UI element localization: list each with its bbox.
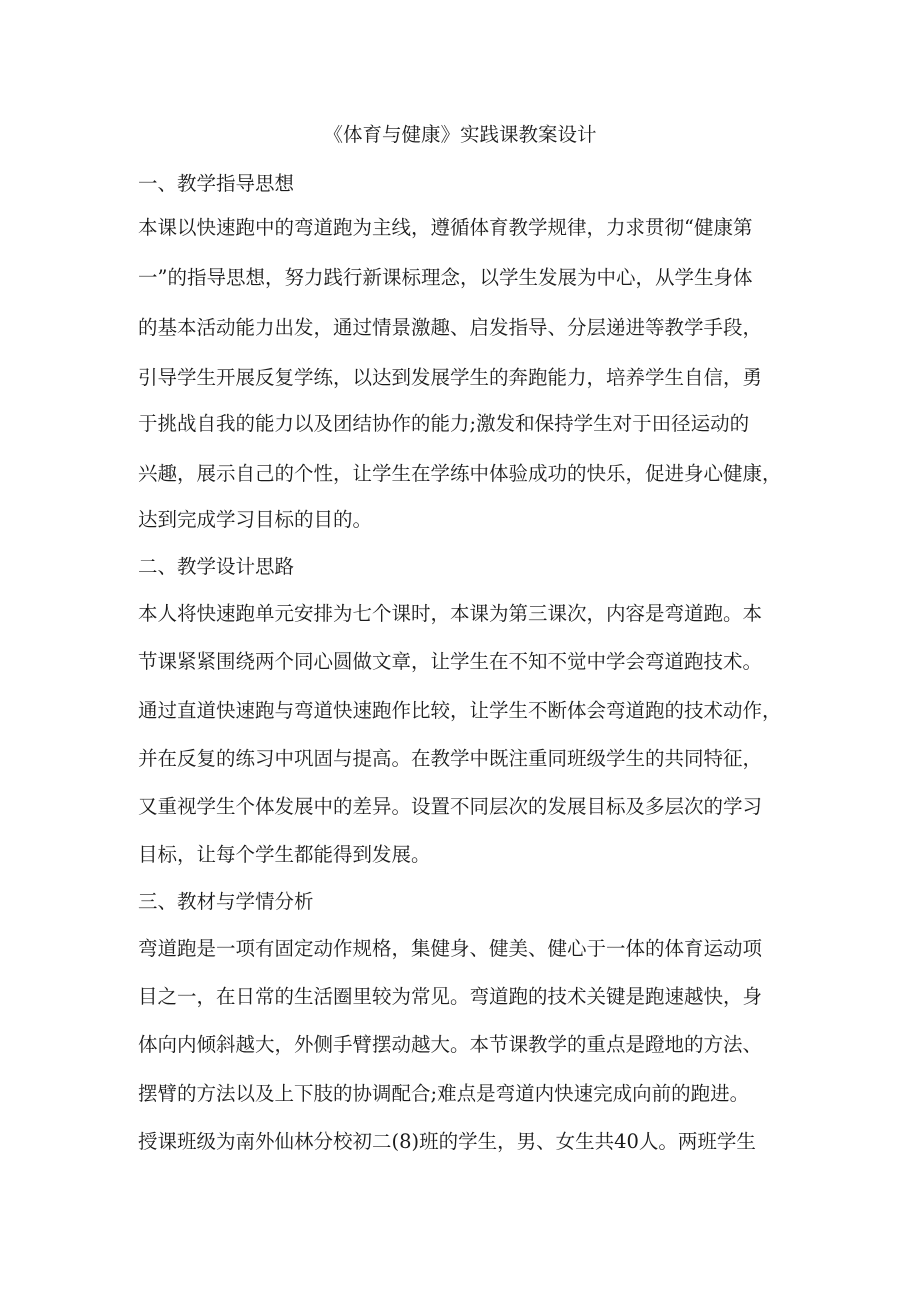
- paragraph-line: 本人将快速跑单元安排为七个课时，本课为第三课次，内容是弯道跑。本: [138, 602, 763, 625]
- paragraph-line: 授课班级为南外仙林分校初二(8)班的学生，男、女生共40人。两班学生: [138, 1130, 756, 1153]
- paragraph-line: 一”的指导思想，努力践行新课标理念，以学生发展为中心，从学生身体: [138, 266, 753, 289]
- section-heading: 二、教学设计思路: [138, 555, 295, 578]
- paragraph-line: 兴趣，展示自己的个性，让学生在学练中体验成功的快乐，促进身心健康，: [138, 462, 782, 485]
- paragraph-line: 目之一，在日常的生活圈里较为常见。弯道跑的技术关键是跑速越快，身: [138, 985, 763, 1008]
- paragraph-line: 又重视学生个体发展中的差异。设置不同层次的发展目标及多层次的学习: [138, 795, 763, 818]
- paragraph-line: 引导学生开展反复学练，以达到发展学生的奔跑能力，培养学生自信，勇: [138, 366, 763, 389]
- section-heading: 一、教学指导思想: [138, 172, 295, 195]
- paragraph-line: 体向内倾斜越大，外侧手臂摆动越大。本节课教学的重点是蹬地的方法、: [138, 1033, 763, 1056]
- document-title: 《体育与健康》实践课教案设计: [323, 123, 597, 146]
- paragraph-line: 于挑战自我的能力以及团结协作的能力;激发和保持学生对于田径运动的: [138, 412, 750, 435]
- paragraph-line: 弯道跑是一项有固定动作规格，集健身、健美、健心于一体的体育运动项: [138, 937, 763, 960]
- paragraph-line: 摆臂的方法以及上下肢的协调配合;难点是弯道内快速完成向前的跑进。: [138, 1082, 750, 1105]
- paragraph-line: 目标，让每个学生都能得到发展。: [138, 843, 431, 866]
- paragraph-line: 并在反复的练习中巩固与提高。在教学中既注重同班级学生的共同特征，: [138, 747, 763, 770]
- paragraph-line: 通过直道快速跑与弯道快速跑作比较，让学生不断体会弯道跑的技术动作，: [138, 699, 782, 722]
- paragraph-line: 达到完成学习目标的目的。: [138, 508, 373, 531]
- section-heading: 三、教材与学情分析: [138, 890, 314, 913]
- paragraph-line: 本课以快速跑中的弯道跑为主线，遵循体育教学规律，力求贯彻“健康第: [138, 216, 753, 239]
- paragraph-line: 的基本活动能力出发，通过情景激趣、启发指导、分层递进等教学手段，: [138, 316, 763, 339]
- paragraph-line: 节课紧紧围绕两个同心圆做文章，让学生在不知不觉中学会弯道跑技术。: [138, 650, 763, 673]
